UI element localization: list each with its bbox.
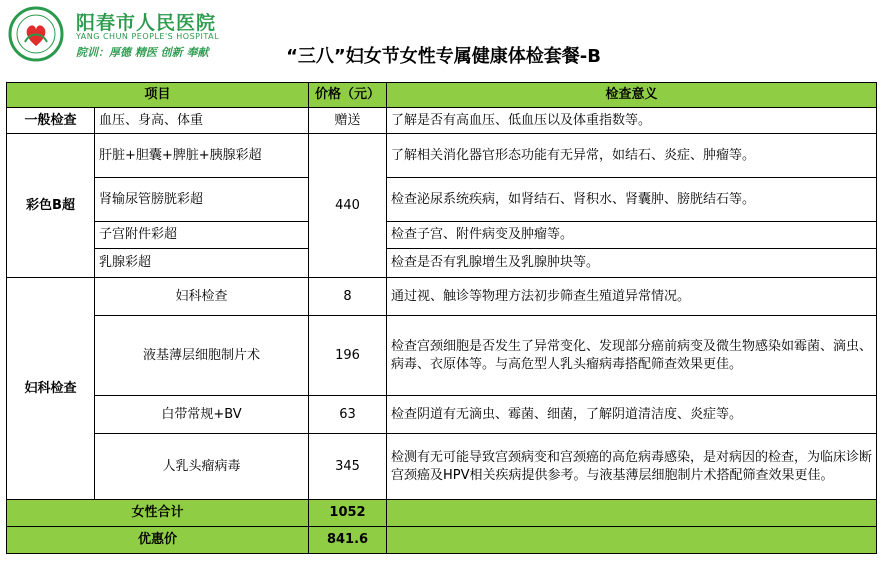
- price-cell: 63: [309, 396, 387, 434]
- price-cell: 196: [309, 316, 387, 396]
- price-cell: 440: [309, 134, 387, 278]
- table-row: [7, 178, 877, 222]
- meaning-cell: 检查子宫、附件病变及肿瘤等。: [387, 222, 877, 249]
- table-row: [7, 222, 877, 249]
- discount-row: [7, 527, 877, 554]
- item-cell: 液基薄层细胞制片术: [95, 316, 309, 396]
- item-cell: 肾输尿管膀胱彩超: [95, 178, 309, 222]
- discount-value: 841.6: [309, 527, 387, 554]
- hospital-name-en: YANG CHUN PEOPLE'S HOSPITAL: [76, 32, 220, 41]
- header-price: 价格（元）: [309, 83, 387, 108]
- table-header-row: [7, 83, 877, 108]
- meaning-cell: 检测有无可能导致宫颈病变和宫颈癌的高危病毒感染，是对病因的检查，为临床诊断宫颈癌及HPV相关疾病提供参考。与液基薄层细胞制片术搭配筛查效果更佳。: [387, 434, 877, 500]
- hospital-motto: 院训：厚德 精医 创新 奉献: [76, 46, 209, 59]
- item-cell: 肝脏+胆囊+脾脏+胰腺彩超: [95, 134, 309, 178]
- price-cell: 345: [309, 434, 387, 500]
- meaning-cell: 了解相关消化器官形态功能有无异常，如结石、炎症、肿瘤等。: [387, 134, 877, 178]
- item-cell: 子宫附件彩超: [95, 222, 309, 249]
- table-row: [7, 396, 877, 434]
- discount-empty: [387, 527, 877, 554]
- item-cell: 白带常规+BV: [95, 396, 309, 434]
- meaning-cell: 检查宫颈细胞是否发生了异常变化、发现部分癌前病变及微生物感染如霉菌、滴虫、病毒、衣原体等。与高危型人乳头瘤病毒搭配筛查效果更佳。: [387, 316, 877, 396]
- meaning-cell: 通过视、触诊等物理方法初步筛查生殖道异常情况。: [387, 278, 877, 316]
- category-general: 一般检查: [7, 108, 95, 134]
- price-cell: 赠送: [309, 108, 387, 134]
- meaning-cell: 检查阴道有无滴虫、霉菌、细菌，了解阴道清洁度、炎症等。: [387, 396, 877, 434]
- checkup-table: [6, 82, 877, 554]
- item-cell: 乳腺彩超: [95, 249, 309, 278]
- price-cell: 8: [309, 278, 387, 316]
- table-row: [7, 316, 877, 396]
- header-item: 项目: [7, 83, 309, 108]
- category-ultrasound: 彩色B超: [7, 134, 95, 278]
- total-row: [7, 500, 877, 527]
- meaning-cell: 检查泌尿系统疾病，如肾结石、肾积水、肾囊肿、膀胱结石等。: [387, 178, 877, 222]
- table-row: [7, 278, 877, 316]
- page-title: “三八”妇女节女性专属健康体检套餐-B: [286, 46, 601, 67]
- table-row: [7, 434, 877, 500]
- category-gyn: 妇科检查: [7, 278, 95, 500]
- item-cell: 血压、身高、体重: [95, 108, 309, 134]
- meaning-cell: 检查是否有乳腺增生及乳腺肿块等。: [387, 249, 877, 278]
- table-row: [7, 249, 877, 278]
- item-cell: 人乳头瘤病毒: [95, 434, 309, 500]
- hospital-name-cn: 阳春市人民医院: [76, 12, 217, 34]
- header-meaning: 检查意义: [387, 83, 877, 108]
- table-row: [7, 134, 877, 178]
- table-row: [7, 108, 877, 134]
- total-value: 1052: [309, 500, 387, 527]
- total-label: 女性合计: [7, 500, 309, 527]
- discount-label: 优惠价: [7, 527, 309, 554]
- meaning-cell: 了解是否有高血压、低血压以及体重指数等。: [387, 108, 877, 134]
- item-cell: 妇科检查: [95, 278, 309, 316]
- total-empty: [387, 500, 877, 527]
